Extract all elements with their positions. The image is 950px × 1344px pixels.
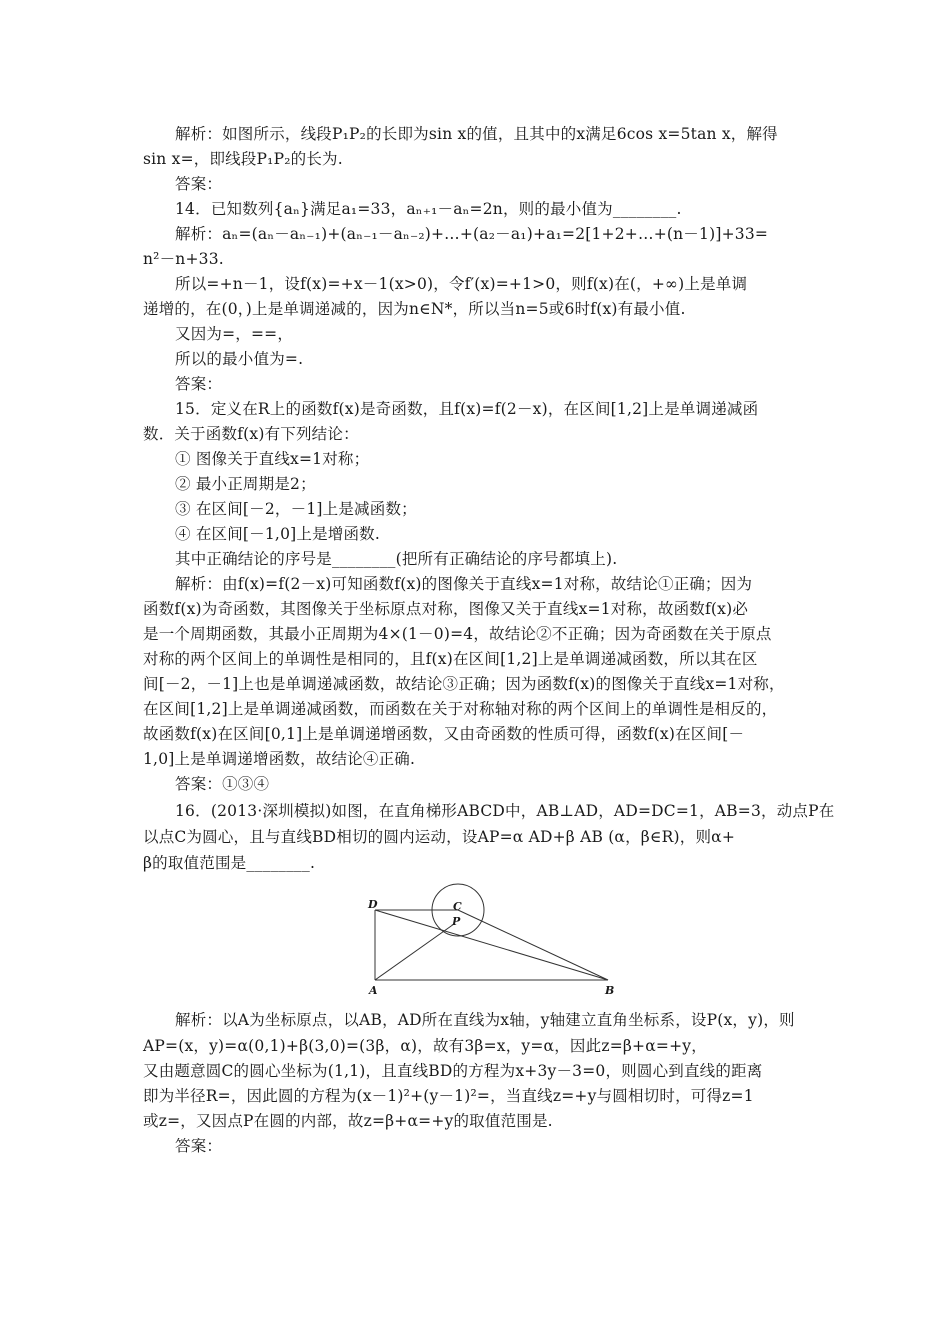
text-line: 又因为=，==， xyxy=(175,325,294,343)
text-line: 解析：由f(x)=f(2－x)可知函数f(x)的图像关于直线x=1对称，故结论①正确；因为 xyxy=(175,575,753,593)
label-A: A xyxy=(369,984,378,997)
text-line: 答案： xyxy=(175,375,223,393)
text-line: 即为半径R=，因此圆的方程为(x－1)²+(y－1)²=，当直线z=+y与圆相切时，可得z=1 xyxy=(143,1087,754,1105)
text-line: 14．已知数列{aₙ}满足a₁=33，aₙ₊₁－aₙ=2n，则的最小值为________. xyxy=(175,200,682,218)
text-line: 所以的最小值为=. xyxy=(175,350,304,368)
segment-CB xyxy=(458,910,608,980)
text-line: ④ 在区间[－1,0]上是增函数. xyxy=(175,525,380,543)
text-line: 间[－2，－1]上也是单调递减函数，故结论③正确；因为函数f(x)的图像关于直线x=1对称， xyxy=(143,675,785,693)
label-D: D xyxy=(368,898,378,911)
trapezoid-diagram xyxy=(360,880,630,1005)
text-line: 是一个周期函数，其最小正周期为4×(1－0)=4，故结论②不正确；因为奇函数在关于原点 xyxy=(143,625,772,643)
text-line: 解析：如图所示，线段P₁P₂的长即为sin x的值，且其中的x满足6cos x=5tan x，解得 xyxy=(175,125,778,143)
label-B: B xyxy=(605,984,615,997)
text-line: 解析：以A为坐标原点，以AB，AD所在直线为x轴，y轴建立直角坐标系，设P(x，y)，则 xyxy=(175,1011,795,1029)
text-line: 答案：①③④ xyxy=(175,775,270,793)
text-line: 递增的，在(0，)上是单调递减的，因为n∈N*，所以当n=5或6时f(x)有最小值. xyxy=(143,300,686,318)
text-line: 解析：aₙ=(aₙ－aₙ₋₁)+(aₙ₋₁－aₙ₋₂)+…+(a₂－a₁)+a₁=2[1+2+…+(n－1)]+33= xyxy=(175,225,769,243)
text-line: 在区间[1,2]上是单调递减函数，而函数在关于对称轴对称的两个区间上的单调性是相反的， xyxy=(143,700,778,718)
text-line: 对称的两个区间上的单调性是相同的，且f(x)在区间[1,2]上是单调递减函数，所以其在区 xyxy=(143,650,758,668)
text-line: 以点C为圆心，且与直线BD相切的圆内运动，设AP=α AD+β AB (α，β∈R)，则α+ xyxy=(143,828,736,846)
text-line: 函数f(x)为奇函数，其图像关于坐标原点对称，图像又关于直线x=1对称，故函数f(x)必 xyxy=(143,600,749,618)
text-line: 15．定义在R上的函数f(x)是奇函数，且f(x)=f(2－x)，在区间[1,2]上是单调递减函 xyxy=(175,400,759,418)
text-line: 其中正确结论的序号是________(把所有正确结论的序号都填上). xyxy=(175,550,618,568)
text-line: 故函数f(x)在区间[0,1]上是单调递增函数，又由奇函数的性质可得，函数f(x)在区间[－ xyxy=(143,725,745,743)
text-line: 1,0]上是单调递增函数，故结论④正确. xyxy=(143,750,416,768)
text-line: ③ 在区间[－2，－1]上是减函数； xyxy=(175,500,417,518)
text-line: 答案： xyxy=(175,1137,223,1155)
trapezoid-figure xyxy=(360,880,630,1005)
text-line: 数．关于函数f(x)有下列结论： xyxy=(143,425,359,443)
text-line: 又由题意圆C的圆心坐标为(1,1)，且直线BD的方程为x+3y－3=0，则圆心到直线的距离 xyxy=(143,1062,763,1080)
label-C: C xyxy=(453,900,462,913)
text-line: AP=(x，y)=α(0,1)+β(3,0)=(3β，α)，故有3β=x，y=α，因此z=β+α=+y， xyxy=(143,1037,707,1055)
segment-DB xyxy=(375,910,608,980)
text-line: ① 图像关于直线x=1对称； xyxy=(175,450,370,468)
segment-AP xyxy=(375,924,454,980)
text-line: 答案： xyxy=(175,175,223,193)
text-line: β的取值范围是________. xyxy=(143,854,316,872)
text-line: 所以=+n－1，设f(x)=+x－1(x>0)，令f′(x)=+1>0，则f(x)在(，+∞)上是单调 xyxy=(175,275,748,293)
label-P: P xyxy=(452,915,461,928)
text-line: sin x=，即线段P₁P₂的长为. xyxy=(143,150,343,168)
text-line: 或z=，又因点P在圆的内部，故z=β+α=+y的取值范围是. xyxy=(143,1112,553,1130)
text-line: 16．(2013·深圳模拟)如图，在直角梯形ABCD中，AB⊥AD，AD=DC=1，AB=3，动点P在 xyxy=(175,802,835,820)
text-line: n²－n+33. xyxy=(143,250,224,268)
text-line: ② 最小正周期是2； xyxy=(175,475,316,493)
